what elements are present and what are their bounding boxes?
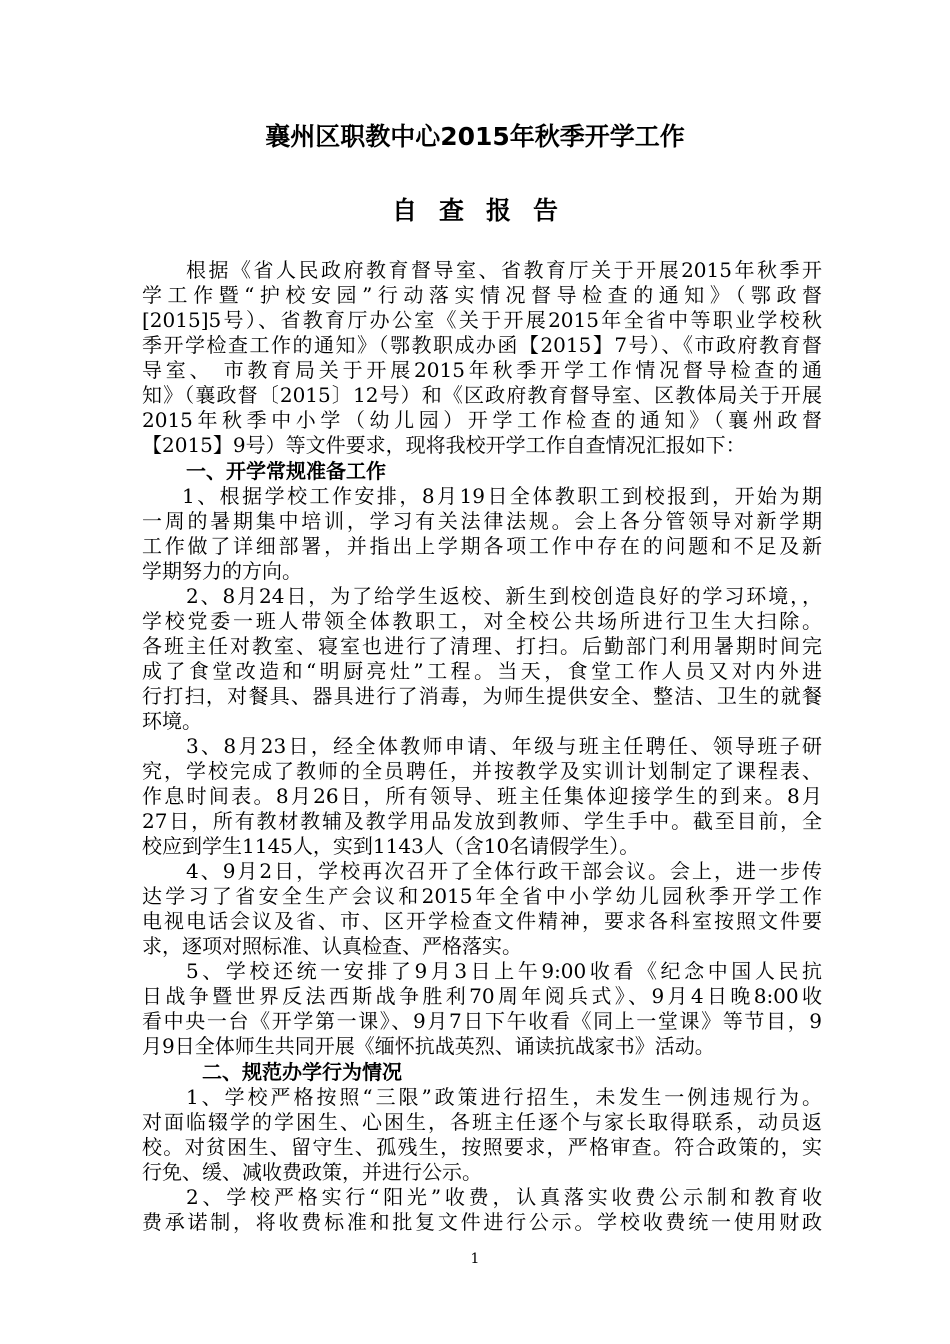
intro-paragraph-line: 季开学检查工作的通知》（鄂教职成办函【2015】7号）、《市政府教育督 <box>142 333 822 357</box>
document-subtitle: 自查报告 <box>391 196 580 225</box>
section1-paragraph-line: 日战争暨世界反法西斯战争胜利70周年阅兵式》、9月4日晚8:00收 <box>142 984 822 1008</box>
section2-paragraph-line: 校。对贫困生、留守生、孤残生，按照要求，严格审查。符合政策的，实 <box>142 1135 822 1159</box>
section1-paragraph-line: 作息时间表。8月26日，所有领导、班主任集体迎接学生的到来。8月 <box>142 784 822 808</box>
section1-paragraph-line: 工作做了详细部署，并指出上学期各项工作中存在的问题和不足及新 <box>142 534 822 558</box>
section1-paragraph-line: 校应到学生1145人，实到1143人（含10名请假学生）。 <box>142 834 640 858</box>
section2-paragraph-line: 1、学校严格按照“三限”政策进行招生，未发生一例违规行为。 <box>186 1085 822 1109</box>
section1-paragraph-line: 学期努力的方向。 <box>142 559 302 583</box>
section1-paragraph-line: 电视电话会议及省、市、区开学检查文件精神，要求各科室按照文件要 <box>142 909 822 933</box>
section1-paragraph-line: 学校党委一班人带领全体教职工，对全校公共场所进行卫生大扫除。 <box>142 609 822 633</box>
intro-paragraph-line: [2015]5号）、省教育厅办公室《关于开展2015年全省中等职业学校秋 <box>142 308 822 332</box>
section1-paragraph-line: 月9日全体师生共同开展《缅怀抗战英烈、诵读抗战家书》活动。 <box>142 1034 715 1058</box>
document-body <box>142 258 822 1235</box>
page-number: 1 <box>470 1251 480 1267</box>
intro-paragraph-line: 学工作暨“护校安园”行动落实情况督导检查的通知》（鄂政督 <box>142 283 822 307</box>
section1-paragraph-line: 2、8月24日，为了给学生返校、新生到校创造良好的学习环境，， <box>186 584 822 608</box>
intro-paragraph-line: 根据《省人民政府教育督导室、省教育厅关于开展2015年秋季开 <box>186 258 822 282</box>
intro-paragraph-line: 导室、 市教育局关于开展2015年秋季开学工作情况督导检查的通 <box>142 358 822 382</box>
section1-paragraph-line: 成了食堂改造和“明厨亮灶”工程。当天，食堂工作人员又对内外进 <box>142 659 822 683</box>
section-heading: 二、规范办学行为情况 <box>202 1060 402 1084</box>
section1-paragraph-line: 求，逐项对照标准、认真检查、严格落实。 <box>142 934 522 958</box>
section2-paragraph-line: 2、学校严格实行“阳光”收费，认真落实收费公示制和教育收 <box>186 1185 822 1209</box>
section2-paragraph-line: 费承诺制，将收费标准和批复文件进行公示。学校收费统一使用财政 <box>142 1210 822 1234</box>
intro-paragraph-line: 【2015】9号）等文件要求，现将我校开学工作自查情况汇报如下： <box>142 433 746 457</box>
section1-paragraph-line: 一周的暑期集中培训，学习有关法律法规。会上各分管领导对新学期 <box>142 509 822 533</box>
section1-paragraph-line: 达学习了省安全生产会议和2015年全省中小学幼儿园秋季开学工作 <box>142 884 822 908</box>
section1-paragraph-line: 5、学校还统一安排了9月3日上午9:00收看《纪念中国人民抗 <box>186 959 822 983</box>
section1-paragraph-line: 环境。 <box>142 709 202 733</box>
section1-paragraph-line: 行打扫，对餐具、器具进行了消毒，为师生提供安全、整洁、卫生的就餐 <box>142 684 822 708</box>
intro-paragraph-line: 知》（襄政督〔2015〕12号）和《区政府教育督导室、区教体局关于开展 <box>142 383 822 407</box>
section1-paragraph-line: 27日，所有教材教辅及教学用品发放到教师、学生手中。截至目前，全 <box>142 809 822 833</box>
section1-paragraph-line: 究，学校完成了教师的全员聘任，并按教学及实训计划制定了课程表、 <box>142 759 822 783</box>
section1-paragraph-line: 3、8月23日，经全体教师申请、年级与班主任聘任、领导班子研 <box>186 734 822 758</box>
document-title: 襄州区职教中心2015年秋季开学工作 <box>265 122 685 151</box>
intro-paragraph-line: 2015年秋季中小学（幼儿园）开学工作检查的通知》（襄州政督 <box>142 408 822 432</box>
section2-paragraph-line: 对面临辍学的学困生、心困生，各班主任逐个与家长取得联系，动员返 <box>142 1110 822 1134</box>
section1-paragraph-line: 各班主任对教室、寝室也进行了清理、打扫。后勤部门利用暑期时间完 <box>142 634 822 658</box>
section1-paragraph-line: 看中央一台《开学第一课》、9月7日下午收看《同上一堂课》等节目，9 <box>142 1009 822 1033</box>
section1-paragraph-line: 1、根据学校工作安排，8月19日全体教职工到校报到，开始为期 <box>182 484 822 508</box>
section1-paragraph-line: 4、9月2日，学校再次召开了全体行政干部会议。会上，进一步传 <box>186 859 822 883</box>
section-heading: 一、开学常规准备工作 <box>186 459 386 483</box>
section2-paragraph-line: 行免、缓、减收费政策，并进行公示。 <box>142 1160 482 1184</box>
